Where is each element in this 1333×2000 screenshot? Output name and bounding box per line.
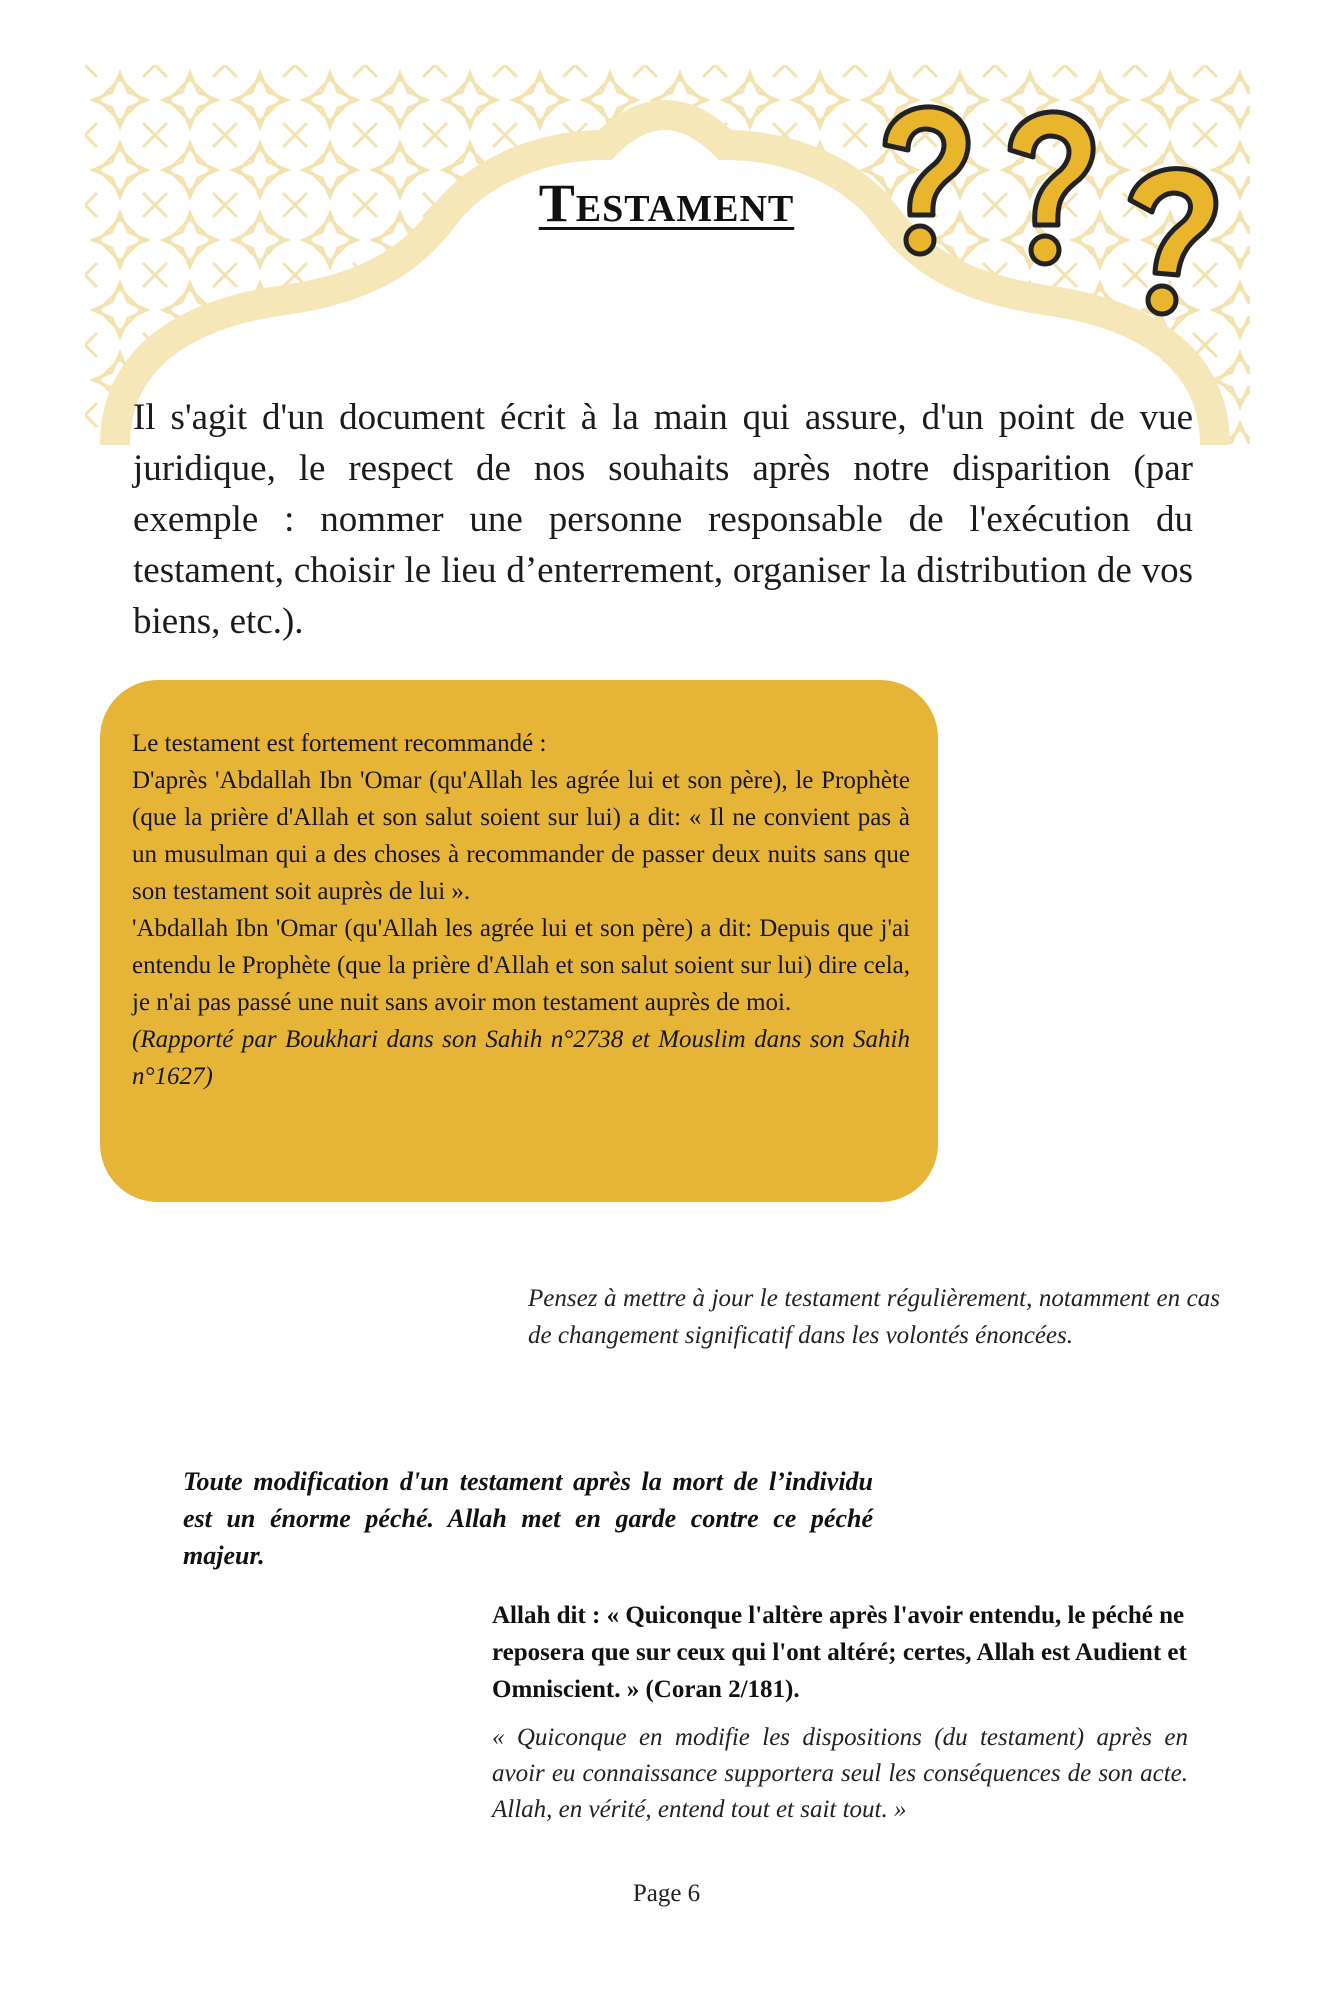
modification-warning: Toute modification d'un testament après la mort de l’individu est un énorme péché. Allah met en garde contre ce péché majeur. xyxy=(183,1467,873,1570)
question-mark-icon xyxy=(1010,112,1093,264)
page-title: Testament xyxy=(538,173,795,233)
hadith-narration: 'Abdallah Ibn 'Omar (qu'Allah les agrée lui et son père) a dit: Depuis que j'ai entendu le Prophète (que la prière d'Allah et son salut soient sur lui) dire cela, je n'ai pas passé une nuit sans avoir mon testament auprès de moi. xyxy=(132,915,910,1016)
update-tip: Pensez à mettre à jour le testament régulièrement, notamment en cas de changement significatif dans les volontés énoncées. xyxy=(528,1285,1220,1349)
hadith-reference: (Rapporté par Boukhari dans son Sahih n°2738 et Mouslim dans son Sahih n°1627) xyxy=(132,1026,910,1090)
page-number: Page 6 xyxy=(632,1880,701,1907)
hadith-text: D'après 'Abdallah Ibn 'Omar (qu'Allah les agrée lui et son père), le Prophète (que la prière d'Allah et son salut soient sur lui) a dit: « Il ne convient pas à un musulman qui a des choses à recommander de passer deux nuits sans que son testament soit auprès de lui ». xyxy=(132,767,910,905)
intro-paragraph: Il s'agit d'un document écrit à la main qui assure, d'un point de vue juridique, le respect de nos souhaits après notre disparition (par exemple : nommer une personne responsable de l'exécution du testament, choisir le lieu d’enterrement, organiser la distribution de vos biens, etc.). xyxy=(133,397,1193,642)
hadith-callout xyxy=(100,680,938,1202)
hadith-heading: Le testament est fortement recommandé : xyxy=(132,730,547,757)
question-mark-icon xyxy=(885,107,968,254)
question-marks-illustration xyxy=(860,100,1240,330)
quran-verse: Allah dit : « Quiconque l'altère après l'avoir entendu, le péché ne reposera que sur ceux qui l'ont altéré; certes, Allah est Audient et Omniscient. » (Coran 2/181). xyxy=(492,1602,1187,1703)
verse-translation: « Quiconque en modifie les dispositions (du testament) après en avoir eu connaissance supportera seul les conséquences de son acte. Allah, en vérité, entend tout et sait tout. » xyxy=(492,1724,1188,1823)
question-mark-icon xyxy=(1130,169,1216,314)
